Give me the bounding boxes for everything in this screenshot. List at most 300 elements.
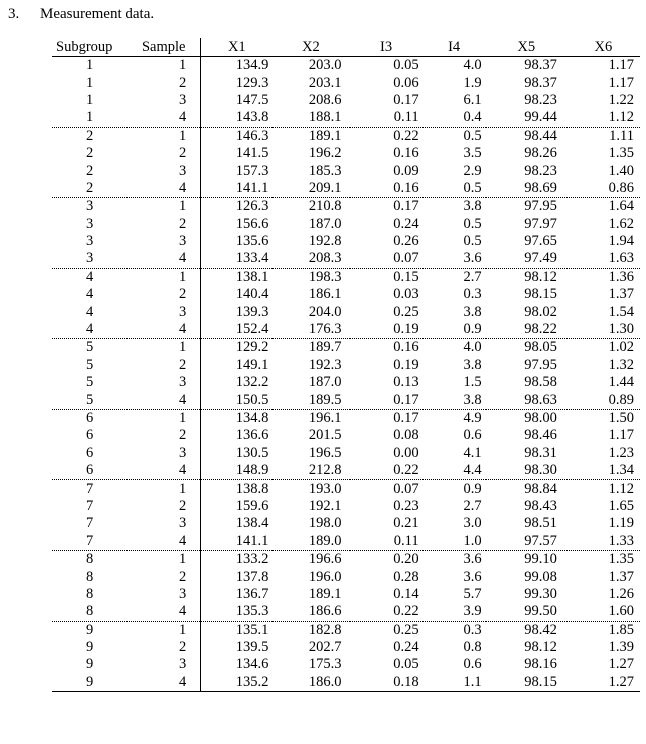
cell-x2: 201.5 [308, 427, 342, 444]
cell-subgroup: 4 [85, 268, 94, 285]
cell-i4: 1.1 [423, 674, 486, 692]
cell-subgroup: 2 [52, 180, 127, 198]
cell-subgroup: 4 [52, 321, 127, 339]
cell-x2: 189.7 [308, 339, 342, 356]
cell-i4: 4.1 [463, 444, 482, 461]
cell-x6: 1.23 [608, 444, 634, 461]
cell-x6: 1.33 [567, 533, 640, 551]
cell-x2: 209.1 [272, 180, 349, 198]
cell-i3: 0.17 [393, 198, 419, 215]
cell-x6: 1.12 [608, 480, 634, 497]
cell-x2: 196.2 [308, 145, 342, 162]
measurement-table [52, 38, 640, 692]
cell-subgroup: 7 [85, 497, 94, 514]
cell-x1: 159.6 [201, 498, 273, 515]
cell-i4: 3.6 [423, 250, 486, 268]
column-header-x6: X6 [567, 38, 640, 57]
cell-sample: 1 [179, 480, 187, 497]
column-header-subgroup: Subgroup [52, 38, 127, 57]
cell-x6: 1.65 [608, 497, 634, 514]
cell-x1: 135.6 [201, 233, 273, 250]
cell-x2: 196.5 [308, 444, 342, 461]
table-row [52, 639, 640, 656]
cell-subgroup: 8 [85, 551, 94, 568]
cell-x2: 176.3 [272, 321, 349, 339]
cell-sample: 3 [179, 515, 187, 532]
table-row [52, 480, 640, 498]
cell-x6: 1.64 [608, 198, 634, 215]
cell-x5: 98.30 [486, 462, 567, 480]
cell-x2: 185.3 [308, 162, 342, 179]
cell-i4: 0.3 [463, 621, 482, 638]
cell-x1: 134.6 [201, 656, 273, 673]
cell-x2: 208.3 [272, 250, 349, 268]
cell-x6: 0.89 [567, 391, 640, 409]
cell-x1: 130.5 [201, 445, 273, 462]
cell-i4: 2.7 [463, 268, 482, 285]
cell-x1: 135.3 [201, 603, 273, 621]
table-row [52, 162, 640, 179]
cell-x1: 138.8 [201, 480, 273, 498]
cell-x2: 188.1 [272, 109, 349, 127]
cell-sample: 3 [179, 444, 187, 461]
cell-x2: 192.8 [308, 233, 342, 250]
cell-x6: 1.37 [608, 286, 634, 303]
table-row [52, 391, 640, 409]
cell-i3: 0.22 [393, 127, 419, 144]
cell-x5: 98.15 [486, 674, 567, 692]
cell-x5: 98.23 [524, 162, 557, 179]
cell-subgroup: 8 [52, 603, 127, 621]
cell-x5: 98.15 [524, 286, 557, 303]
column-header-i4: I4 [423, 38, 486, 57]
cell-sample: 4 [127, 462, 201, 480]
table-row [52, 568, 640, 585]
cell-x6: 1.40 [608, 162, 634, 179]
cell-x2: 203.1 [308, 74, 342, 91]
cell-sample: 2 [179, 497, 187, 514]
cell-x5: 98.84 [524, 480, 557, 497]
cell-x6: 1.26 [608, 585, 634, 602]
column-header-x1: X1 [201, 38, 273, 57]
cell-i4: 3.6 [463, 568, 482, 585]
cell-x1: 146.3 [201, 127, 273, 145]
table-row [52, 233, 640, 250]
cell-x1: 129.2 [201, 339, 273, 357]
cell-x6: 1.39 [608, 639, 634, 656]
cell-sample: 1 [179, 268, 187, 285]
table-row [52, 409, 640, 427]
table-row [52, 303, 640, 320]
cell-x2: 186.6 [272, 603, 349, 621]
cell-i4: 5.7 [463, 585, 482, 602]
cell-sample: 4 [127, 109, 201, 127]
cell-x6: 1.37 [608, 568, 634, 585]
cell-i4: 0.4 [423, 109, 486, 127]
column-header-x5: X5 [486, 38, 567, 57]
cell-x6: 0.86 [567, 180, 640, 198]
cell-i3: 0.24 [393, 215, 419, 232]
section-title: Measurement data. [40, 6, 155, 22]
cell-x1: 136.6 [201, 427, 273, 444]
cell-x5: 97.49 [486, 250, 567, 268]
cell-x1: 135.1 [201, 621, 273, 639]
cell-i4: 6.1 [463, 91, 482, 108]
table-row [52, 445, 640, 462]
table-row [52, 250, 640, 268]
cell-x1: 147.5 [201, 92, 273, 109]
cell-i3: 0.22 [350, 462, 423, 480]
cell-x2: 186.0 [272, 674, 349, 692]
cell-sample: 4 [127, 391, 201, 409]
cell-x1: 126.3 [201, 198, 273, 216]
cell-i4: 4.0 [463, 339, 482, 356]
cell-x6: 1.60 [567, 603, 640, 621]
cell-x6: 1.54 [608, 303, 634, 320]
cell-i3: 0.07 [350, 250, 423, 268]
cell-x5: 98.37 [524, 57, 557, 74]
cell-x5: 98.69 [486, 180, 567, 198]
cell-x1: 143.8 [201, 109, 273, 127]
table-row [52, 374, 640, 391]
cell-subgroup: 3 [85, 198, 94, 215]
cell-x5: 97.95 [524, 198, 557, 215]
cell-x2: 193.0 [308, 480, 342, 497]
cell-x1: 133.2 [201, 550, 273, 568]
cell-i3: 0.28 [393, 568, 419, 585]
cell-i4: 3.9 [423, 603, 486, 621]
table-body [52, 57, 640, 692]
cell-i4: 3.8 [423, 391, 486, 409]
cell-x1: 156.6 [201, 216, 273, 233]
cell-sample: 3 [179, 233, 187, 250]
cell-i3: 0.24 [393, 639, 419, 656]
cell-subgroup: 6 [85, 410, 94, 426]
cell-subgroup: 1 [52, 109, 127, 127]
cell-x1: 137.8 [201, 568, 273, 585]
cell-sample: 4 [127, 180, 201, 198]
cell-x5: 98.31 [524, 444, 557, 461]
cell-sample: 3 [179, 303, 187, 320]
cell-x2: 212.8 [272, 462, 349, 480]
cell-x5: 98.23 [524, 91, 557, 108]
cell-i3: 0.16 [393, 145, 419, 162]
table-row [52, 57, 640, 75]
cell-x5: 98.12 [524, 639, 557, 656]
cell-x2: 192.1 [308, 497, 342, 514]
cell-x5: 99.30 [524, 585, 557, 602]
table-header-row [52, 38, 640, 57]
table-row [52, 216, 640, 233]
cell-x1: 138.4 [201, 515, 273, 532]
cell-i4: 3.8 [463, 303, 482, 320]
cell-i3: 0.18 [350, 674, 423, 692]
cell-sample: 1 [179, 410, 187, 426]
cell-x6: 1.27 [567, 674, 640, 692]
cell-x5: 98.22 [486, 321, 567, 339]
cell-subgroup: 2 [85, 127, 94, 144]
cell-subgroup: 2 [85, 162, 94, 179]
table-row [52, 674, 640, 692]
cell-x5: 98.05 [524, 339, 557, 356]
cell-sample: 2 [179, 639, 187, 656]
cell-x6: 1.32 [608, 356, 634, 373]
cell-x1: 141.5 [201, 145, 273, 162]
cell-x5: 98.12 [524, 268, 557, 285]
cell-subgroup: 1 [85, 57, 94, 74]
cell-sample: 1 [179, 127, 187, 144]
cell-x2: 189.1 [308, 585, 342, 602]
table-row [52, 603, 640, 621]
cell-i4: 1.0 [423, 533, 486, 551]
cell-x1: 150.5 [201, 391, 273, 409]
cell-x6: 1.30 [567, 321, 640, 339]
cell-x6: 1.11 [609, 127, 634, 144]
cell-x5: 98.37 [524, 74, 557, 91]
cell-i3: 0.17 [393, 410, 419, 426]
cell-x5: 98.51 [524, 515, 557, 532]
cell-x5: 99.10 [524, 551, 557, 568]
cell-sample: 4 [127, 603, 201, 621]
cell-x6: 1.63 [567, 250, 640, 268]
cell-x6: 1.17 [608, 427, 634, 444]
section-number: 3. [8, 6, 20, 22]
cell-x2: 210.8 [308, 198, 342, 215]
cell-x5: 99.50 [486, 603, 567, 621]
cell-sample: 2 [179, 568, 187, 585]
cell-sample: 1 [179, 551, 187, 568]
cell-subgroup: 3 [85, 233, 94, 250]
cell-i4: 3.5 [463, 145, 482, 162]
cell-subgroup: 1 [85, 74, 94, 91]
cell-subgroup: 3 [52, 250, 127, 268]
table-row [52, 339, 640, 357]
table-row [52, 586, 640, 603]
cell-sample: 4 [127, 674, 201, 692]
cell-i4: 0.6 [463, 427, 482, 444]
cell-i3: 0.06 [393, 74, 419, 91]
cell-subgroup: 7 [52, 533, 127, 551]
cell-subgroup: 4 [85, 303, 94, 320]
cell-x6: 1.34 [567, 462, 640, 480]
table-row [52, 621, 640, 639]
cell-x2: 186.1 [308, 286, 342, 303]
cell-x6: 1.85 [608, 621, 634, 638]
cell-i3: 0.19 [350, 321, 423, 339]
cell-subgroup: 2 [85, 145, 94, 162]
table-row [52, 533, 640, 551]
cell-x5: 99.44 [486, 109, 567, 127]
table-row [52, 498, 640, 515]
cell-sample: 2 [179, 215, 187, 232]
cell-sample: 1 [179, 198, 187, 215]
table-row [52, 92, 640, 109]
column-header-i3: I3 [350, 38, 423, 57]
cell-sample: 4 [127, 321, 201, 339]
cell-i4: 0.5 [463, 233, 482, 250]
cell-i4: 0.6 [463, 656, 482, 673]
table-row [52, 268, 640, 286]
cell-i3: 0.26 [393, 233, 419, 250]
cell-i4: 1.9 [463, 74, 482, 91]
cell-sample: 1 [179, 57, 187, 74]
cell-x5: 98.16 [524, 656, 557, 673]
cell-x5: 98.46 [524, 427, 557, 444]
cell-sample: 2 [179, 145, 187, 162]
cell-x2: 189.0 [272, 533, 349, 551]
cell-subgroup: 9 [85, 621, 94, 638]
table-row [52, 127, 640, 145]
cell-i3: 0.21 [393, 515, 419, 532]
cell-i4: 2.9 [463, 162, 482, 179]
cell-subgroup: 5 [85, 339, 94, 356]
cell-x5: 97.97 [524, 215, 557, 232]
cell-i4: 3.6 [463, 551, 482, 568]
cell-x1: 141.1 [201, 533, 273, 551]
cell-x2: 196.6 [308, 551, 342, 568]
table-row [52, 109, 640, 127]
cell-subgroup: 9 [52, 674, 127, 692]
cell-x2: 204.0 [308, 303, 342, 320]
cell-x2: 198.0 [308, 515, 342, 532]
cell-x2: 208.6 [308, 91, 342, 108]
cell-x2: 182.8 [308, 621, 342, 638]
cell-x5: 99.08 [524, 568, 557, 585]
cell-x2: 187.0 [308, 374, 342, 391]
cell-i3: 0.17 [393, 91, 419, 108]
cell-i3: 0.13 [393, 374, 419, 391]
cell-i3: 0.05 [393, 57, 419, 74]
cell-i3: 0.11 [350, 533, 423, 551]
cell-x6: 1.27 [608, 656, 634, 673]
table-row [52, 515, 640, 532]
cell-i3: 0.05 [393, 656, 419, 673]
cell-subgroup: 6 [85, 444, 94, 461]
cell-i4: 0.5 [463, 215, 482, 232]
cell-sample: 3 [179, 162, 187, 179]
cell-i4: 0.3 [463, 286, 482, 303]
cell-subgroup: 4 [85, 286, 94, 303]
cell-i4: 0.9 [463, 480, 482, 497]
cell-x1: 134.8 [201, 409, 273, 427]
cell-x2: 198.3 [308, 268, 342, 285]
section-heading [8, 4, 154, 24]
table-row [52, 180, 640, 198]
cell-x2: 189.5 [272, 391, 349, 409]
column-header-x2: X2 [272, 38, 349, 57]
cell-x1: 139.3 [201, 303, 273, 320]
cell-x6: 1.22 [608, 91, 634, 108]
cell-i4: 0.9 [423, 321, 486, 339]
cell-subgroup: 9 [85, 656, 94, 673]
cell-i4: 4.4 [423, 462, 486, 480]
cell-x5: 98.00 [524, 410, 557, 426]
cell-x1: 157.3 [201, 162, 273, 179]
cell-i3: 0.09 [393, 162, 419, 179]
table-row [52, 462, 640, 480]
cell-x1: 149.1 [201, 357, 273, 374]
cell-x6: 1.36 [608, 268, 634, 285]
table-row [52, 656, 640, 673]
cell-i4: 4.0 [463, 57, 482, 74]
cell-x6: 1.35 [608, 551, 634, 568]
cell-x5: 97.57 [486, 533, 567, 551]
cell-sample: 3 [179, 374, 187, 391]
cell-i4: 3.8 [463, 198, 482, 215]
cell-i4: 3.0 [463, 515, 482, 532]
table-row [52, 74, 640, 91]
cell-i3: 0.19 [393, 356, 419, 373]
cell-sample: 4 [127, 533, 201, 551]
cell-i3: 0.23 [393, 497, 419, 514]
cell-x1: 135.2 [201, 674, 273, 692]
cell-i3: 0.08 [393, 427, 419, 444]
column-header-sample: Sample [127, 38, 201, 57]
cell-i4: 4.9 [463, 410, 482, 426]
cell-sample: 1 [179, 621, 187, 638]
cell-subgroup: 8 [85, 585, 94, 602]
cell-x6: 1.17 [608, 57, 634, 74]
cell-x1: 133.4 [201, 250, 273, 268]
table-row [52, 145, 640, 162]
table-row [52, 286, 640, 303]
cell-x6: 1.12 [567, 109, 640, 127]
cell-sample: 2 [179, 286, 187, 303]
cell-x1: 138.1 [201, 268, 273, 286]
cell-x6: 1.94 [608, 233, 634, 250]
cell-x6: 1.19 [608, 515, 634, 532]
cell-x2: 202.7 [308, 639, 342, 656]
cell-i3: 0.15 [393, 268, 419, 285]
cell-sample: 2 [179, 356, 187, 373]
cell-subgroup: 8 [85, 568, 94, 585]
cell-sample: 2 [179, 74, 187, 91]
cell-x6: 1.44 [608, 374, 634, 391]
cell-x5: 97.95 [524, 356, 557, 373]
cell-x1: 134.9 [201, 57, 273, 75]
cell-sample: 4 [127, 250, 201, 268]
cell-sample: 3 [179, 91, 187, 108]
cell-i3: 0.07 [393, 480, 419, 497]
cell-i3: 0.16 [350, 180, 423, 198]
cell-i3: 0.22 [350, 603, 423, 621]
cell-subgroup: 6 [85, 427, 94, 444]
table-row [52, 198, 640, 216]
cell-x2: 196.1 [308, 410, 342, 426]
table-row [52, 550, 640, 568]
table-row [52, 321, 640, 339]
cell-subgroup: 9 [85, 639, 94, 656]
cell-x5: 98.42 [524, 621, 557, 638]
cell-x1: 139.5 [201, 639, 273, 656]
cell-subgroup: 6 [52, 462, 127, 480]
cell-i4: 0.5 [463, 127, 482, 144]
cell-x2: 203.0 [308, 57, 342, 74]
cell-i3: 0.00 [393, 444, 419, 461]
cell-i4: 3.8 [463, 356, 482, 373]
cell-subgroup: 1 [85, 91, 94, 108]
cell-subgroup: 3 [85, 215, 94, 232]
cell-i3: 0.17 [350, 391, 423, 409]
cell-i3: 0.14 [393, 585, 419, 602]
cell-x5: 98.02 [524, 303, 557, 320]
cell-i4: 0.8 [463, 639, 482, 656]
table-row [52, 357, 640, 374]
cell-i3: 0.11 [350, 109, 423, 127]
cell-x2: 187.0 [308, 215, 342, 232]
cell-x6: 1.35 [608, 145, 634, 162]
cell-subgroup: 7 [85, 515, 94, 532]
